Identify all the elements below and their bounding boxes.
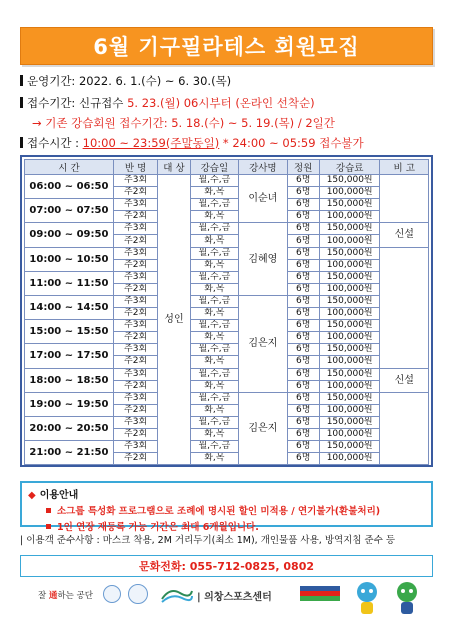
sports-center-logo: | 의창스포츠센터 [197,592,272,603]
class-cell: 주2회 [113,453,157,465]
class-cell: 주3회 [113,223,157,235]
fee-cell: 100,000원 [319,332,380,344]
flag-logo-icon [300,586,340,602]
time-cell: 21:00 ~ 21:50 [25,441,114,465]
fee-cell: 100,000원 [319,453,380,465]
time-cell: 10:00 ~ 10:50 [25,247,114,271]
table-row [25,247,429,259]
page-title: 6월 기구필라테스 회원모집 [93,35,360,59]
class-cell: 주3회 [113,295,157,307]
note-cell [380,247,429,368]
days-cell: 화,목 [190,187,238,199]
time-cell: 17:00 ~ 17:50 [25,344,114,368]
time-cell: 20:00 ~ 20:50 [25,416,114,440]
note-cell: 신설 [380,368,429,392]
header-target: 대 상 [158,160,190,175]
notice-heading: ◆ 이용안내 [28,490,79,501]
fee-cell: 150,000원 [319,199,380,211]
bullet-bar [20,75,23,86]
capacity-cell: 6명 [287,308,319,320]
capacity-cell: 6명 [287,344,319,356]
days-cell: 화,목 [190,332,238,344]
table-row [25,392,429,404]
days-cell: 월,수,금 [190,271,238,283]
days-cell: 월,수,금 [190,223,238,235]
capacity-cell: 6명 [287,223,319,235]
table-header-row [25,160,429,175]
slogan: 잘 通하는 공단 [38,591,93,601]
days-cell: 화,목 [190,380,238,392]
days-cell: 화,목 [190,404,238,416]
notice-item: 소그룹 특성화 프로그램으로 조례에 명시된 할인 미적용 / 연기불가(환불처리) [46,503,425,517]
class-cell: 주2회 [113,235,157,247]
capacity-cell: 6명 [287,453,319,465]
days-cell: 화,목 [190,235,238,247]
table-row [25,344,429,356]
class-cell: 주2회 [113,259,157,271]
capacity-cell: 6명 [287,247,319,259]
capacity-cell: 6명 [287,187,319,199]
days-cell: 월,수,금 [190,392,238,404]
capacity-cell: 6명 [287,332,319,344]
diamond-icon: ◆ [28,490,36,501]
instructor-cell: 김은지 [239,295,287,392]
schedule-table-frame [20,155,433,467]
class-cell: 주3회 [113,441,157,453]
time-cell: 06:00 ~ 06:50 [25,175,114,199]
fee-cell: 100,000원 [319,380,380,392]
days-cell: 화,목 [190,428,238,440]
days-cell: 화,목 [190,356,238,368]
time-cell: 09:00 ~ 09:50 [25,223,114,247]
fee-cell: 100,000원 [319,356,380,368]
days-cell: 화,목 [190,453,238,465]
table-row [25,295,429,307]
capacity-cell: 6명 [287,271,319,283]
class-cell: 주2회 [113,283,157,295]
class-cell: 주3회 [113,392,157,404]
header-fee: 강습료 [319,160,380,175]
capacity-cell: 6명 [287,392,319,404]
mascot-left-icon [352,580,382,616]
table-row [25,175,429,187]
header-instructor: 강사명 [239,160,287,175]
header-capacity: 정원 [287,160,319,175]
capacity-cell: 6명 [287,416,319,428]
schedule-body [25,175,429,465]
table-row [25,320,429,332]
emblem-logo-icon [128,584,148,604]
target-cell: 성인 [158,175,190,465]
table-row [25,416,429,428]
days-cell: 월,수,금 [190,441,238,453]
table-row [25,223,429,235]
capacity-cell: 6명 [287,175,319,187]
capacity-cell: 6명 [287,404,319,416]
days-cell: 화,목 [190,283,238,295]
instructor-cell: 김혜영 [239,223,287,296]
capacity-cell: 6명 [287,235,319,247]
table-row [25,441,429,453]
fee-cell: 150,000원 [319,247,380,259]
mascot-right-icon [392,580,422,616]
days-cell: 월,수,금 [190,175,238,187]
class-cell: 주3회 [113,247,157,259]
certification-logo-icon [103,585,121,603]
days-cell: 화,목 [190,308,238,320]
fee-cell: 100,000원 [319,187,380,199]
bullet-bar [20,97,23,108]
time-cell: 14:00 ~ 14:50 [25,295,114,319]
fee-cell: 100,000원 [319,428,380,440]
notice-item: 1인 연장 재등록 가능 기간은 최대 6개월입니다. [46,519,425,533]
capacity-cell: 6명 [287,380,319,392]
class-cell: 주3회 [113,416,157,428]
capacity-cell: 6명 [287,295,319,307]
days-cell: 월,수,금 [190,320,238,332]
class-cell: 주2회 [113,187,157,199]
class-cell: 주2회 [113,211,157,223]
class-cell: 주3회 [113,271,157,283]
table-row [25,199,429,211]
fee-cell: 150,000원 [319,416,380,428]
reception-period: 접수기간: 신규접수 5. 23.(월) 06시부터 (온라인 선착순) [20,95,315,111]
fee-cell: 150,000원 [319,295,380,307]
fee-cell: 100,000원 [319,235,380,247]
capacity-cell: 6명 [287,283,319,295]
class-cell: 주2회 [113,428,157,440]
class-cell: 주2회 [113,380,157,392]
table-row [25,368,429,380]
square-bullet-icon [46,508,51,513]
fee-cell: 150,000원 [319,368,380,380]
reception-time: 접수시간 : 10:00 ~ 23:59(주말동일) * 24:00 ~ 05:59 접수불가 [20,135,364,151]
fee-cell: 150,000원 [319,320,380,332]
instructor-cell: 이순녀 [239,175,287,223]
time-cell: 11:00 ~ 11:50 [25,271,114,295]
fee-cell: 150,000원 [319,271,380,283]
corporation-logo-icon [160,585,194,605]
note-cell [380,175,429,223]
note-cell [380,392,429,465]
class-cell: 주2회 [113,332,157,344]
usage-notice [20,481,433,533]
class-cell: 주3회 [113,199,157,211]
class-cell: 주3회 [113,320,157,332]
class-cell: 주3회 [113,368,157,380]
days-cell: 화,목 [190,259,238,271]
days-cell: 월,수,금 [190,199,238,211]
capacity-cell: 6명 [287,320,319,332]
time-cell: 15:00 ~ 15:50 [25,320,114,344]
capacity-cell: 6명 [287,211,319,223]
header-time: 시 간 [25,160,114,175]
fee-cell: 150,000원 [319,392,380,404]
time-cell: 07:00 ~ 07:50 [25,199,114,223]
capacity-cell: 6명 [287,259,319,271]
operation-period: 운영기간: 2022. 6. 1.(수) ~ 6. 30.(목) [20,73,231,89]
days-cell: 월,수,금 [190,295,238,307]
capacity-cell: 6명 [287,356,319,368]
class-cell: 주2회 [113,404,157,416]
capacity-cell: 6명 [287,441,319,453]
days-cell: 월,수,금 [190,247,238,259]
contact-phone: 문화전화: 055-712-0825, 0802 [20,555,433,577]
fee-cell: 100,000원 [319,308,380,320]
fee-cell: 100,000원 [319,211,380,223]
fee-cell: 150,000원 [319,441,380,453]
fee-cell: 150,000원 [319,175,380,187]
header-days: 강습일 [190,160,238,175]
bullet-bar [20,137,23,148]
class-cell: 주3회 [113,344,157,356]
header-note: 비 고 [380,160,429,175]
class-cell: 주3회 [113,175,157,187]
instructor-cell: 김은지 [239,392,287,465]
table-row [25,271,429,283]
class-cell: 주2회 [113,356,157,368]
visitor-rules: | 이용객 준수사항 : 마스크 착용, 2M 거리두기(최소 1M), 개인물품 사용, 방역지침 준수 등 [20,535,396,546]
footer-logos [0,580,453,620]
existing-member-period: → 기존 강습회원 접수기간: 5. 18.(수) ~ 5. 19.(목) / 2일간 [32,116,335,130]
square-bullet-icon [46,524,51,529]
class-cell: 주2회 [113,308,157,320]
days-cell: 월,수,금 [190,416,238,428]
capacity-cell: 6명 [287,428,319,440]
header-class: 반 명 [113,160,157,175]
days-cell: 월,수,금 [190,344,238,356]
time-cell: 19:00 ~ 19:50 [25,392,114,416]
days-cell: 화,목 [190,211,238,223]
days-cell: 월,수,금 [190,368,238,380]
capacity-cell: 6명 [287,368,319,380]
title-banner [20,27,433,65]
capacity-cell: 6명 [287,199,319,211]
schedule-table [24,159,429,465]
fee-cell: 100,000원 [319,259,380,271]
fee-cell: 150,000원 [319,344,380,356]
fee-cell: 150,000원 [319,223,380,235]
fee-cell: 100,000원 [319,404,380,416]
note-cell: 신설 [380,223,429,247]
fee-cell: 100,000원 [319,283,380,295]
time-cell: 18:00 ~ 18:50 [25,368,114,392]
